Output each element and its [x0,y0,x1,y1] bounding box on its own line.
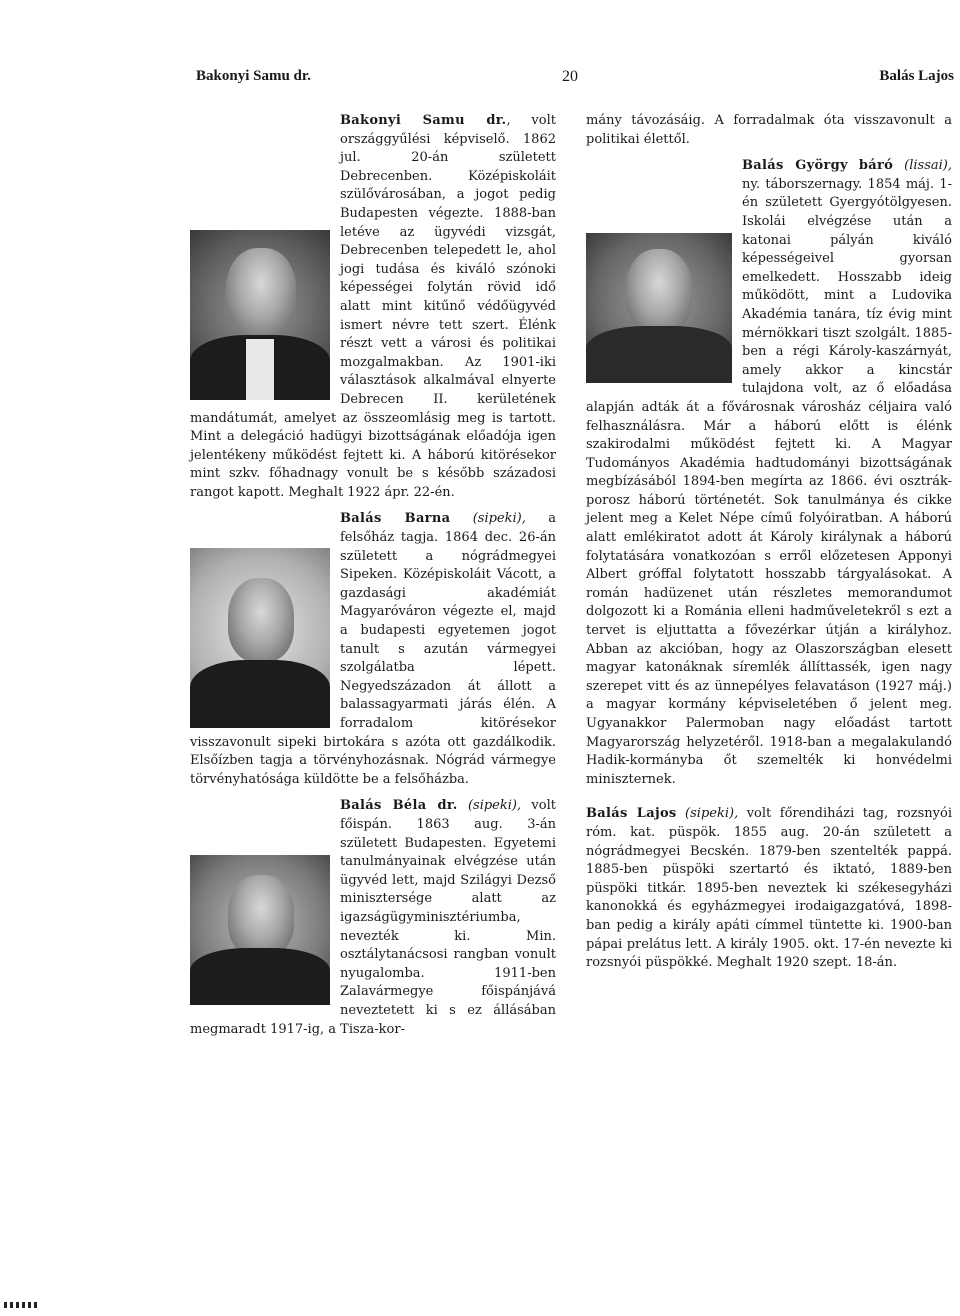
entry-balas-bela [190,797,556,1039]
running-head-right: Balás Lajos [879,68,954,84]
entry-name: Balás György [742,158,848,174]
entry-name: Balás Lajos [586,806,677,822]
portrait-balas-gyorgy [586,233,732,383]
entry-epithet: (sipeki), [472,511,526,527]
entry-text: ny. táborszernagy. 1854 máj. 1-én született Gyergyótölgyesen. Iskolái elvégzése után a katonai pályán kiváló képességeivel gyorsan emelkedett. Hosszabb ideig működött, mint a Ludovika Akadémia tanára, tíz évig mint mérnökkari tiszt szolgált. 1885-ben a régi Károly-kaszárnyát, amely akkor a kincstár tulajdona volt, az ő előadása alapján adták át a fővárosnak városház céljaira való felhasználásra. Már a háború előtt is élénk szakirodalmi működést fejtett ki. A Magyar Tudományos Akadémia hadtudományi bizottságának megbízásából 1894-ben megírta az 1866. évi osztrák-porosz háború történetét. Sok tanulmánya és cikke jelent meg a Kelet Népe című folyóiratban. A háború alatt emlékiratot adott át Károly királynak a háború folytatására vonatkozóan s erről előzetesen Apponyi Albert gróffal folytatott hosszabb tárgyalásokat. A román hadüzenet után részletes memorandumot dolgozott ki a Románia elleni hadműveletekről s ezt a tervet is eljuttatta a fővezérkar útján a királyhoz. Abban az akcióban, hogy az Olaszországban elesett magyar katonáknak síremlék állíttassék, igen nagy szerepet vitt és az ünnepélyes felavatáson (1927 máj.) a magyar kormány képviseletében ő jelent meg. Ugyanakkor Palermoban nagy előadást tartott Magyarország helyzetéről. 1918-ban a megalakulandó Hadik-kormányba őt szemelték ki honvédelmi miniszternek. [586,176,952,787]
entry-balas-barna [190,510,556,789]
entry-title: báró [858,158,894,174]
entry-bakonyi [190,112,556,502]
entry-text: volt főrendiházi tag, rozsnyói róm. kat. püspök. 1855 aug. 20-án született a nógrádmegyei Becskén. 1879-ben szentelték pappá. 1885-ben püspöki szertartó és iktató, 1889-ben püspöki titkár. 1895-ben neveztek ki székesegyházi kanonokká és egyházmegyei irodaigazgatóvá, 1898-ban pedig a király apáti címmel tüntette ki. 1900-ban pápai prelátus lett. A király 1905. okt. 17-én nevezte ki rozsnyói püspökké. Meghalt 1920 szept. 18-án. [586,806,952,971]
entry-text: volt főispán. 1863 aug. 3-án született Budapesten. Egyetemi tanulmányainak elvégzése után ügyvéd lett, majd Szilágyi Dezső minisztersége alatt az igazságügyminisztériumba, nevezték ki. Min. osztálytanácsosi rangban vonult nyugalomba. 1911-ben Zalavármegye főispánjává neveztetett ki s ez állásában megmaradt 1917-ig, a Tisza-kor- [190,798,556,1037]
entry-name: Balás Barna [340,511,451,527]
entry-continuation: mány távozásáig. A forradalmak óta visszavonult a politikai élettől. [586,113,952,147]
entry-name: Balás Béla dr. [340,798,458,814]
entry-balas-lajos [586,805,952,972]
right-column [586,112,952,973]
portrait-balas-barna [190,548,330,728]
entry-epithet: (lissai), [904,158,952,174]
entry-epithet: (sipeki), [467,798,522,814]
running-head-left: Bakonyi Samu dr. [196,68,311,84]
portrait-balas-bela [190,855,330,1005]
entry-text: a felsőház tagja. 1864 dec. 26-án született a nógrádmegyei Sipeken. Középiskoláit Vácott, a gazdasági akadémiát Magyaróváron végezte el, majd a budapesti egyetemen jogot tanult s azután vármegyei szolgálatba lépett. Negyedszázadon át állott a balassagyarmati járás élén. A forradalom kitörésekor visszavonult sipeki birtokára s azóta ott gazdálkodik. Elsőízben tagja a törvényhozásnak. Nógrád vármegye törvényhatósága küldötte be a felsőházba. [190,511,556,787]
entry-epithet: (sipeki), [685,806,739,822]
entry-balas-gyorgy [586,157,952,789]
page-number: 20 [562,68,578,85]
left-column [190,112,556,1039]
entry-text: , volt országgyűlési képviselő. 1862 jul. 20-án született Debrecenben. Középiskoláit szülővárosában, a jogot pedig Budapesten végezte. 1888-ban letéve az ügyvédi vizsgát, Debrecenben telepedett le, ahol jogi tudása és kiváló szónoki képességei folytán rövid idő alatt mint kitűnő védőügyvéd ismert névre tett szert. Élénk részt vett a városi és politikai mozgalmakban. Az 1901-iki választások alkalmával elnyerte Debrecen II. kerületének mandátumát, amelyet az összeomlásig meg is tartott. Mint a delegáció hadügyi bizottságának előadója igen jelentékeny működést fejtett ki. A háború kitörésekor mint szkv. főhadnagy vonult be s később századosi rangot kapott. Meghalt 1922 ápr. 22-én. [190,113,556,500]
entry-name: Bakonyi Samu dr. [340,113,507,128]
scan-artifact [4,1302,38,1308]
portrait-bakonyi [190,230,330,400]
